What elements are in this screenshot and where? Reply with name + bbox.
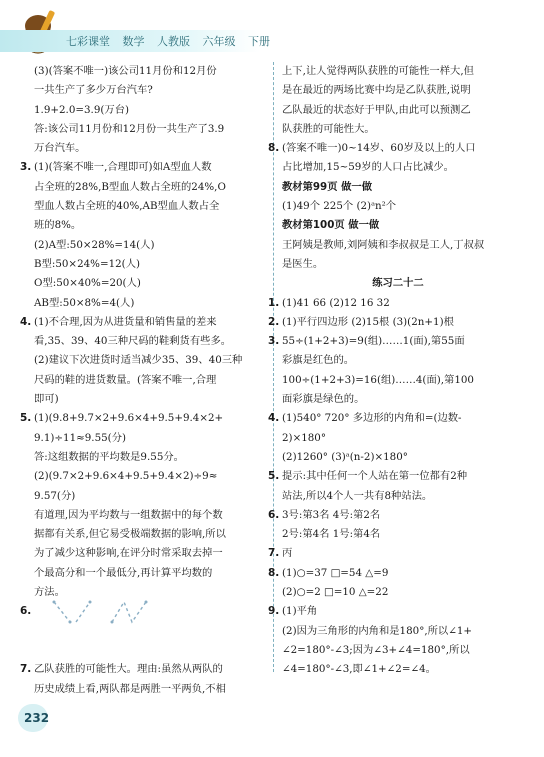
text-line: 丙 xyxy=(282,547,293,560)
text-line: B型:50×24%=12(人) xyxy=(34,257,141,270)
answer-item xyxy=(282,216,514,235)
text-line: ∠4=180°-∠3,即∠1+∠2=∠4。 xyxy=(282,663,436,676)
text-line: 9.57(分) xyxy=(34,489,76,502)
text-line: (2)1260° (3)ᵃ(n-2)×180° xyxy=(282,450,408,463)
text-line: 教材第100页 做一做 xyxy=(282,219,380,232)
text-line: 站法,所以4个人一共有8种站法。 xyxy=(282,489,433,502)
text-line: 方法。 xyxy=(34,586,65,599)
text-line: 历史成绩上看,两队都是两胜一平两负,不相 xyxy=(34,682,226,695)
subject-label: 数学 xyxy=(122,35,145,48)
text-line: O型:50×40%=20(人) xyxy=(34,277,141,290)
text-line: AB型:50×8%=4(人) xyxy=(34,296,135,309)
text-line: 型血人数占全班的40%,AB型血人数占全 xyxy=(34,200,220,213)
text-line: 提示:其中任何一个人站在第一位都有2种 xyxy=(282,470,468,483)
text-line: 乙队获胜的可能性大。理由:虽然从两队的 xyxy=(34,663,223,676)
text-line: 一共生产了多少万台汽车? xyxy=(34,84,153,97)
text-line: (2)因为三角形的内角和是180°,所以∠1+ xyxy=(282,624,473,637)
answer-item xyxy=(268,602,514,679)
text-line: ∠2=180°-∠3;因为∠3+∠4=180°,所以 xyxy=(282,643,470,656)
item-number: 3. xyxy=(20,161,32,174)
text-line: 3号:第3名 4号:第2名 xyxy=(282,508,381,521)
text-line: (1)(9.8+9.7×2+9.6×4+9.5+9.4×2+ xyxy=(34,412,224,425)
text-line: 队获胜的可能性大。 xyxy=(282,122,375,135)
text-line: (1)不合理,因为从进货量和销售量的差来 xyxy=(34,315,217,328)
text-line: (1)41 66 (2)12 16 32 xyxy=(282,296,390,309)
page-header xyxy=(0,0,544,64)
text-line: 答:该公司11月份和12月份一共生产了3.9 xyxy=(34,122,225,135)
text-line: (1)○=37 □=54 △=9 xyxy=(282,566,389,579)
header-text xyxy=(66,33,279,49)
item-number: 7. xyxy=(268,547,280,560)
text-line: 万台汽车。 xyxy=(34,142,86,155)
text-line: 1.9+2.0=3.9(万台) xyxy=(34,103,130,116)
item-number: 7. xyxy=(20,663,32,676)
answer-item xyxy=(268,332,514,409)
edition-label: 人教版 xyxy=(157,35,190,48)
text-line: 面彩旗是绿色的。 xyxy=(282,393,365,406)
text-line: 100÷(1+2+3)=16(组)……4(面),第100 xyxy=(282,373,474,386)
answer-item xyxy=(268,506,514,545)
right-column xyxy=(268,62,514,680)
text-line: 占全班的28%,B型血人数占全班的24%,O xyxy=(34,180,226,193)
item-number: 8. xyxy=(268,142,280,155)
item-number: 5. xyxy=(268,470,280,483)
answer-item xyxy=(268,313,514,332)
item-number: 2. xyxy=(268,315,280,328)
text-line: 55÷(1+2+3)=9(组)……1(面),第55面 xyxy=(282,335,465,348)
answer-item xyxy=(268,409,514,467)
text-line: 是医生。 xyxy=(282,257,324,270)
answer-item xyxy=(20,660,266,699)
dot-sketch-figure xyxy=(50,598,160,626)
text-line: 尺码的鞋的进货数量。(答案不唯一,合理 xyxy=(34,373,217,386)
text-line: 练习二十二 xyxy=(372,277,424,290)
text-line: 据都有关系,但它易受极端数据的影响,所以 xyxy=(34,528,226,541)
answer-item xyxy=(268,294,514,313)
text-line: 班的8%。 xyxy=(34,219,82,232)
answer-item xyxy=(282,236,514,275)
text-line: (1)540° 720° 多边形的内角和=(边数- xyxy=(282,412,462,425)
text-line: (1)49个 225个 (2)ᵃn²个 xyxy=(282,200,397,213)
item-number: 3. xyxy=(268,335,280,348)
text-line: 2)×180° xyxy=(282,431,326,444)
answer-item xyxy=(268,564,514,603)
text-line: (2)○=2 □=10 △=22 xyxy=(282,586,389,599)
answer-item xyxy=(282,274,514,293)
item-number: 6. xyxy=(268,508,280,521)
text-line: (3)(答案不唯一)该公司11月份和12月份 xyxy=(34,65,217,77)
text-line: 王阿姨是教师,刘阿姨和李叔叔是工人,丁叔叔 xyxy=(282,238,485,251)
text-line: 是在最近的两场比赛中均是乙队获胜,说明 xyxy=(282,84,471,97)
term-label: 下册 xyxy=(248,35,270,48)
text-line: (1)平角 xyxy=(282,605,318,618)
page-number: 232 xyxy=(24,711,50,725)
answer-item xyxy=(282,197,514,216)
answer-item xyxy=(282,62,514,139)
text-line: 为了减少这种影响,在评分时常采取去掉一 xyxy=(34,547,223,560)
text-line: (1)平行四边形 (2)15根 (3)(2n+1)根 xyxy=(282,315,454,328)
text-line: 即可) xyxy=(34,393,59,406)
answer-item xyxy=(20,158,266,312)
text-line: (2)建议下次进货时适当减少35、39、40三种 xyxy=(34,354,243,367)
text-line: 答:这组数据的平均数是9.55分。 xyxy=(34,450,184,463)
text-line: 有道理,因为平均数与一组数据中的每个数 xyxy=(34,508,223,521)
text-line: 彩旗是红色的。 xyxy=(282,354,355,367)
item-number: 5. xyxy=(20,412,32,425)
text-line: (2)A型:50×28%=14(人) xyxy=(34,238,155,251)
item-number: 1. xyxy=(268,296,280,309)
answer-item xyxy=(268,139,514,178)
text-line: (1)(答案不唯一,合理即可)如A型血人数 xyxy=(34,161,212,174)
text-line: 占比增加,15~59岁的人口占比减少。 xyxy=(282,161,454,174)
answer-item xyxy=(282,178,514,197)
text-line: 个最高分和一个最低分,再计算平均数的 xyxy=(34,566,213,579)
text-line: 看,35、39、40三种尺码的鞋剩货有些多。 xyxy=(34,335,232,348)
answer-item xyxy=(268,544,514,563)
answer-item xyxy=(34,62,266,158)
answer-item xyxy=(268,467,514,506)
text-line: 乙队最近的状态好于甲队,由此可以预测乙 xyxy=(282,103,471,116)
text-line: 2号:第4名 1号:第4名 xyxy=(282,528,381,541)
item-number: 9. xyxy=(268,605,280,618)
answer-item xyxy=(20,313,266,409)
item-number: 4. xyxy=(268,412,280,425)
item-number: 8. xyxy=(268,566,280,579)
text-line: 教材第99页 做一做 xyxy=(282,180,372,193)
grade-label: 六年级 xyxy=(202,35,236,48)
text-line: 9.1)÷11≈9.55(分) xyxy=(34,431,127,444)
item-number: 6. xyxy=(20,605,32,618)
text-line: 上下,让人觉得两队获胜的可能性一样大,但 xyxy=(282,65,474,77)
answer-item xyxy=(20,409,266,602)
brand-label: 七彩课堂 xyxy=(66,35,110,48)
text-line: (2)(9.7×2+9.6×4+9.5+9.4×2)÷9≈ xyxy=(34,470,218,483)
item-number: 4. xyxy=(20,315,32,328)
text-line: (答案不唯一)0~14岁、60岁及以上的人口 xyxy=(282,142,476,155)
